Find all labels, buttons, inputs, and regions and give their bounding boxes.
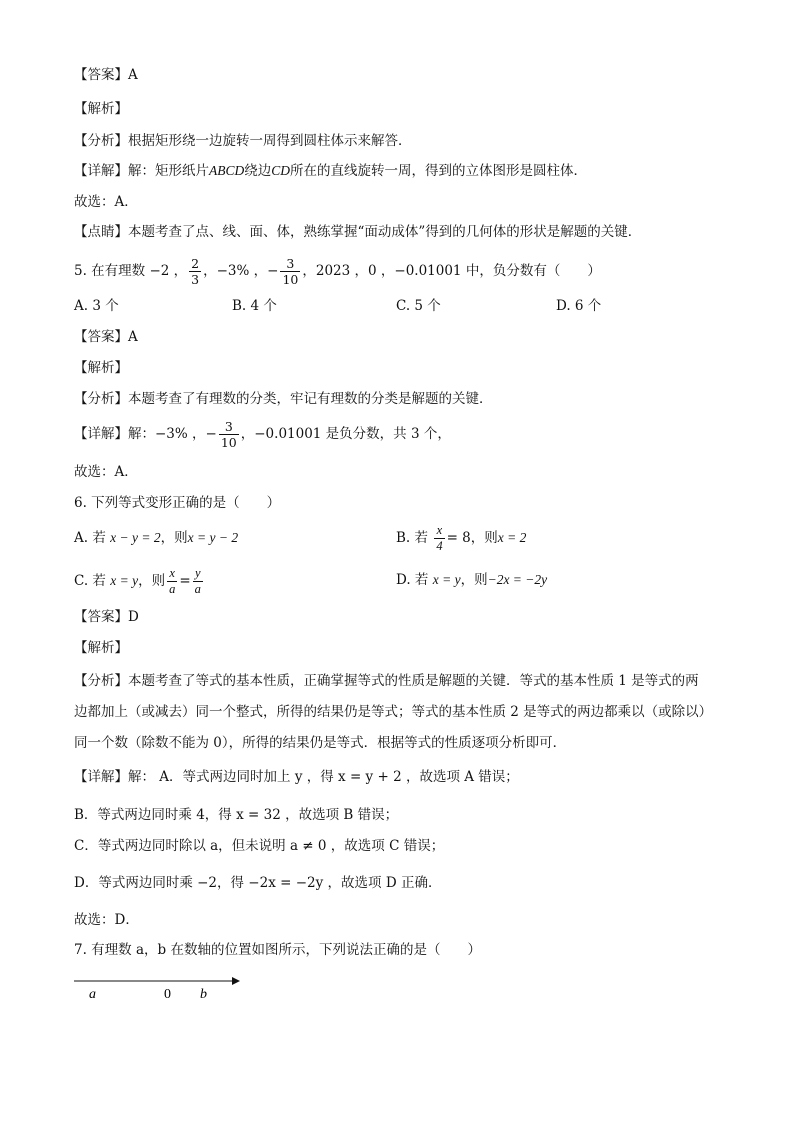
number-line-label-zero: 0 [164,987,171,1002]
q6-fraction [167,566,177,597]
q4-answer: 【答案】A [74,67,138,83]
q6-choose: 故选：D． [74,912,139,928]
q6-fenxi-1: 【分析】本题考查了等式的基本性质，正确掌握等式的性质是解题的关键．等式的基本性质 1 是等式的两 [74,673,699,689]
q5-xiangjie-part: 【详解】解：−3% ，− [74,426,217,442]
math-expr: −2x = −2y [487,572,548,587]
frac-num: x [434,523,444,539]
opt-prefix: D. 若 [396,572,429,588]
q5-option-b: B. 4 个 [232,298,277,314]
q5-stem-part: 5. 在有理数 −2 ， [74,263,188,279]
q4-analysis-head: 【解析】 [74,101,128,117]
frac-num: y [193,566,203,582]
math-expr: x = 2 [497,530,527,545]
math-expr: x = y [110,573,139,588]
q7-stem: 7. 有理数 a，b 在数轴的位置如图所示，下列说法正确的是（ ） [74,942,481,958]
q6-fraction [193,566,203,597]
q4-dianjing: 【点睛】本题考查了点、线、面、体，熟练掌握“面动成体”得到的几何体的形状是解题的关键． [74,224,642,240]
q6-detail-c: C．等式两边同时除以 a，但未说明 a ≠ 0 ，故选项 C 错误； [74,838,445,854]
q4-edge-name: CD [271,163,291,178]
opt-mid: ，则 [160,530,188,546]
q6-fenxi-2: 边都加上（或减去）同一个整式，所得的结果仍是等式；等式的基本性质 2 是等式的两边都乘以（或除以） [74,704,713,720]
q5-xiangjie-part: ，−0.01001 是负分数，共 3 个， [240,426,451,442]
frac-num: 2 [191,256,200,271]
q4-xiangjie-part: 【详解】解：矩形纸片 [74,163,209,179]
q6-option-d [396,570,547,590]
number-line-label-b: b [200,987,207,1002]
frac-num: x [167,566,177,582]
q5-option-a: A. 3 个 [74,298,119,314]
q4-choose: 故选：A． [74,194,138,210]
frac-num: 3 [219,419,239,435]
q5-option-c: C. 5 个 [396,298,441,314]
frac-num: 3 [280,256,300,272]
q6-detail-d: D．等式两边同时乘 −2，得 −2x = −2y ，故选项 D 正确． [74,875,442,891]
q6-option-a [74,528,238,548]
q5-choose: 故选：A． [74,464,138,480]
q5-fraction [189,256,201,287]
q5-fraction [219,419,239,450]
math-expr: x − y = 2 [110,530,161,545]
q6-answer: 【答案】D [74,609,139,625]
q4-fenxi: 【分析】根据矩形绕一边旋转一周得到圆柱体示来解答． [74,133,412,149]
q5-stem-part: ，−3% ，− [203,263,279,279]
frac-den: 4 [436,539,443,553]
opt-mid: ，则 [460,572,488,588]
opt-prefix: A. 若 [74,530,106,546]
q6-analysis-head: 【解析】 [74,640,128,656]
number-line [74,972,244,1004]
q6-detail-b: B．等式两边同时乘 4，得 x = 32 ，故选项 B 错误； [74,807,399,823]
math-expr: x = y − 2 [187,530,239,545]
opt-prefix: C. 若 [74,573,106,589]
q5-analysis-head: 【解析】 [74,360,128,376]
q6-stem: 6. 下列等式变形正确的是（ ） [74,495,281,511]
opt-prefix: B. 若 [396,530,429,546]
q5-stem-part: ，2023 ，0 ，−0.01001 中，负分数有（ ） [302,263,601,279]
opt-mid: ，则 [138,573,166,589]
q4-rect-name: ABCD [209,163,245,178]
frac-den: a [169,582,176,596]
q6-option-b [396,521,526,555]
q4-xiangjie-part: 所在的直线旋转一周，得到的立体图形是圆柱体． [290,163,588,179]
q5-stem [74,254,601,288]
math-expr: x = y [432,572,461,587]
number-line-label-a: a [89,987,96,1002]
frac-den: 10 [282,272,299,287]
q6-detail-a: 【详解】解： A．等式两边同时加上 y ，得 x = y + 2 ，故选项 A 错误； [74,769,519,785]
q5-option-d: D. 6 个 [556,298,602,314]
arrow-right-icon [232,977,240,985]
q4-xiangjie-part: 绕边 [244,163,272,179]
opt-mid: ，则 [470,530,498,546]
q5-answer: 【答案】A [74,329,138,345]
q5-fenxi: 【分析】本题考查了有理数的分类，牢记有理数的分类是解题的关键． [74,391,493,407]
q5-fraction [280,256,300,287]
frac-den: 3 [191,272,200,287]
frac-den: a [194,582,201,596]
q4-xiangjie [74,161,587,181]
q6-fenxi-3: 同一个数（除数不能为 0），所得的结果仍是等式．根据等式的性质逐项分析即可． [74,735,567,751]
q6-option-c: C. 若 x = y，则 $\frac{x}{a}$ = $\frac{y}{a}$ [74,566,201,596]
frac-den: 10 [220,435,237,450]
math-expr: = 8 [446,530,471,546]
q5-xiangjie [74,417,451,451]
q6-fraction [434,523,444,554]
